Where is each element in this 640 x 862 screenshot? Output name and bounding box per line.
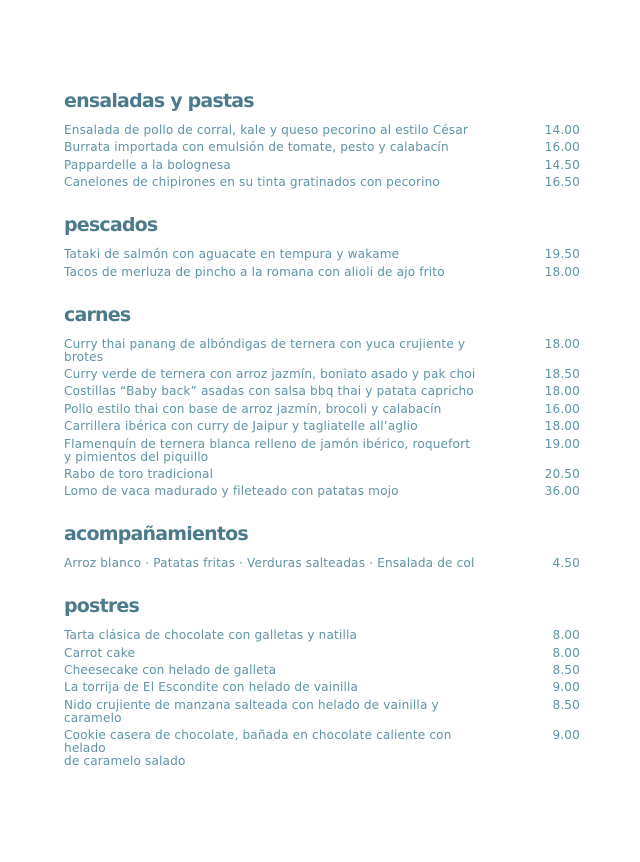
section-postres: [64, 593, 580, 768]
item-list: [64, 338, 580, 499]
menu-item: [64, 647, 580, 660]
item-name: Flamenquín de ternera blanca relleno de jamón ibérico, roquefort y pimientos del piquillo: [64, 436, 471, 464]
item-name: Canelones de chipirones en su tinta gratinados con pecorino: [64, 175, 440, 190]
item-price: 8.00: [552, 645, 580, 660]
menu-item: [64, 248, 580, 261]
menu-item: [64, 368, 580, 381]
item-price: 9.00: [552, 728, 580, 743]
section-title: pescados: [64, 214, 158, 237]
item-list: [64, 124, 580, 189]
menu-item: [64, 664, 580, 677]
menu-item: [64, 699, 580, 725]
item-name: Costillas “Baby back” asadas con salsa bbq thai y patata capricho: [64, 384, 474, 399]
item-price: 8.00: [552, 628, 580, 643]
item-price: 16.50: [544, 175, 580, 190]
item-name: Cheesecake con helado de galleta: [64, 663, 277, 678]
item-price: 16.00: [544, 140, 580, 155]
section-title: acompañamientos: [64, 523, 248, 546]
item-list: [64, 248, 580, 278]
section-ensaladas-y-pastas: [64, 88, 580, 189]
menu-item: [64, 557, 580, 570]
item-name: Tarta clásica de chocolate con galletas y natilla: [64, 628, 358, 643]
item-list: [64, 557, 580, 570]
menu-item: [64, 438, 580, 464]
item-name: La torrija de El Escondite con helado de vainilla: [64, 680, 359, 695]
menu-item: [64, 338, 580, 364]
item-name: Tacos de merluza de pincho a la romana con alioli de ajo frito: [64, 264, 445, 279]
section-title: ensaladas y pastas: [64, 90, 254, 112]
item-price: 14.50: [544, 157, 580, 172]
menu-item: [64, 124, 580, 137]
menu-item: [64, 681, 580, 694]
item-name: Cookie casera de chocolate, bañada en chocolate caliente con helado de caramelo salado: [64, 728, 452, 769]
item-price: 20.50: [544, 466, 580, 481]
item-price: 8.50: [552, 697, 580, 712]
item-price: 9.00: [552, 680, 580, 695]
menu-item: [64, 629, 580, 642]
item-price: 18.50: [544, 366, 580, 381]
item-price: 4.50: [552, 556, 580, 571]
item-price: 18.00: [544, 419, 580, 434]
item-name: Lomo de vaca madurado y fileteado con patatas mojo: [64, 484, 399, 499]
menu-item: [64, 420, 580, 433]
item-price: 18.00: [544, 336, 580, 351]
menu-item: [64, 385, 580, 398]
item-name: Pollo estilo thai con base de arroz jazmín, brocoli y calabacín: [64, 401, 442, 416]
menu-item: [64, 141, 580, 154]
item-price: 16.00: [544, 401, 580, 416]
menu-item: [64, 485, 580, 498]
menu-item: [64, 176, 580, 189]
item-price: 19.50: [544, 247, 580, 262]
item-name: Burrata importada con emulsión de tomate, pesto y calabacín: [64, 140, 449, 155]
item-price: 18.00: [544, 264, 580, 279]
item-price: 19.00: [544, 436, 580, 451]
menu-item: [64, 159, 580, 172]
menu-item: [64, 403, 580, 416]
item-price: 36.00: [544, 484, 580, 499]
item-name: Ensalada de pollo de corral, kale y queso pecorino al estilo César: [64, 123, 469, 137]
section-title: carnes: [64, 303, 131, 326]
menu-item: [64, 729, 580, 768]
section-acompanamientos: [64, 521, 580, 570]
section-pescados: [64, 212, 580, 278]
item-name: Arroz blanco · Patatas fritas · Verduras salteadas · Ensalada de col: [64, 556, 475, 571]
item-list: [64, 629, 580, 768]
item-name: Nido crujiente de manzana salteada con helado de vainilla y caramelo: [64, 697, 439, 725]
item-name: Curry thai panang de albóndigas de ternera con yuca crujiente y brotes: [64, 336, 466, 364]
section-carnes: [64, 302, 580, 499]
item-price: 8.50: [552, 663, 580, 678]
item-name: Curry verde de ternera con arroz jazmín, boniato asado y pak choi: [64, 366, 476, 381]
item-name: Tataki de salmón con aguacate en tempura y wakame: [64, 247, 400, 262]
menu-item: [64, 266, 580, 279]
item-price: 18.00: [544, 384, 580, 399]
menu: [64, 88, 580, 773]
item-price: 14.00: [544, 123, 580, 137]
menu-item: [64, 468, 580, 481]
item-name: Carrot cake: [64, 645, 136, 660]
item-name: Rabo de toro tradicional: [64, 466, 214, 481]
section-title: postres: [64, 595, 140, 618]
item-name: Carrillera ibérica con curry de Jaipur y tagliatelle all’aglio: [64, 419, 418, 434]
item-name: Pappardelle a la bolognesa: [64, 157, 231, 172]
